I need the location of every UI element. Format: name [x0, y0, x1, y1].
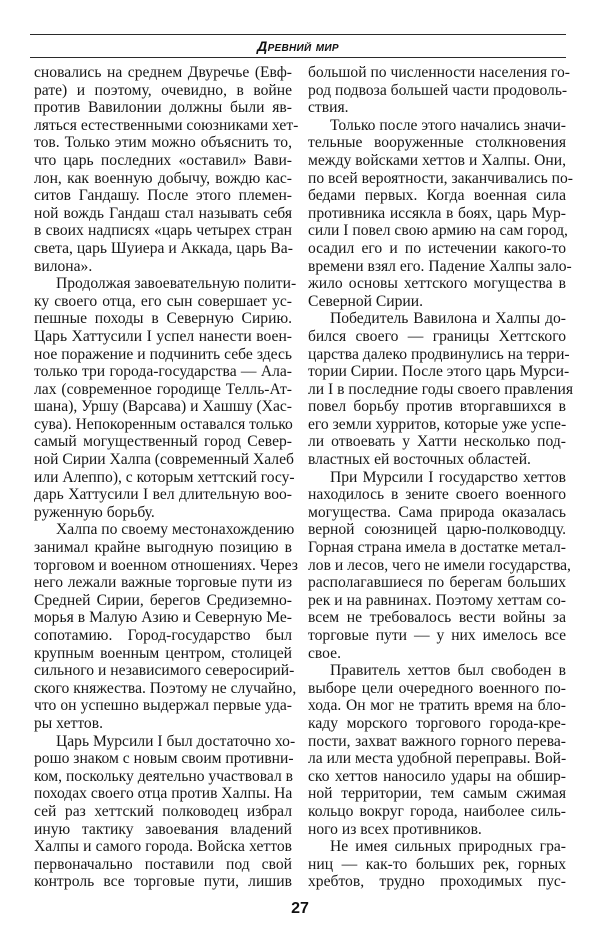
text-line: большой по численности населения го- — [308, 64, 570, 81]
text-line: Северной Сирии. — [308, 292, 424, 310]
text-line: Не имея сильных природных гра- — [330, 838, 566, 856]
text-line: Царь Мурсили I был достаточно хо- — [56, 732, 296, 750]
text-line: рек и на равнинах. Поэтому хеттам со- — [308, 591, 566, 609]
text-line: ситов Гандашу. После этого племен- — [34, 187, 292, 205]
text-line: ку своего отца, его сын совершает ус- — [34, 292, 292, 310]
text-line: Халпы и самого города. Войска хеттов — [34, 838, 292, 856]
text-line: в своих надписях «царь четырех стран — [34, 222, 292, 240]
running-head-title: Древний мир — [257, 38, 339, 54]
text-line: пешные походы в Северную Сирию. — [34, 310, 292, 328]
text-line: При Мурсили I государство хеттов — [330, 468, 566, 486]
text-line: шана), Уршу (Варсава) и Хашшу (Хас- — [34, 398, 292, 416]
text-line: первоначально поставили под свой — [34, 855, 292, 873]
text-line: ной вождь Гандаш стал называть себя — [34, 204, 292, 222]
text-line: времени взял его. Падение Халпы зало- — [308, 257, 572, 275]
text-line: тельные вооруженные столкновения — [308, 134, 566, 152]
text-line: лов и лесов, чего не имели государства, — [308, 556, 571, 574]
text-line: лон, как военную добычу, вождю кас- — [34, 169, 292, 187]
text-line: всем не требовалось вести войны за — [308, 609, 566, 627]
text-line: царства далеко продвинулись на терри- — [308, 345, 570, 363]
text-line: света, царь Шуиера и Аккада, царь Ва- — [34, 239, 293, 257]
text-line: властных ей восточных областей. — [308, 451, 531, 469]
text-line: Средней Сирии, берегов Средиземно- — [34, 591, 292, 609]
text-line: тории Сирии. После этого царь Мурси- — [308, 363, 570, 381]
text-line: ной территории, тем самым сжимая — [308, 785, 566, 803]
text-line: Царь Хаттусили I успел нанести воен- — [34, 327, 292, 345]
text-line: противника иссякла в боях, царь Мур- — [308, 204, 566, 222]
text-line: Горная страна имела в достатке метал- — [308, 539, 566, 557]
text-line: тов. Только этим можно объяснить то, — [34, 134, 292, 152]
text-line: ного из всех противников. — [308, 820, 482, 838]
text-line: могущества. Сама природа оказалась — [308, 503, 566, 521]
text-line: бедами первых. Когда военная сила — [308, 187, 566, 205]
text-line: свое. — [308, 644, 341, 662]
text-line: располагавшиеся по берегам больших — [308, 574, 566, 592]
header-rule-bottom — [30, 57, 566, 58]
text-line: сей раз хеттский полководец избрал — [34, 802, 292, 820]
text-line: ли I в последние годы своего правления — [308, 380, 574, 398]
text-line: торговом и военном отношениях. Через — [34, 556, 298, 574]
text-line: ли отвоевать у Хатти несколько под- — [308, 433, 566, 451]
text-line: сильного и независимого северосирий- — [34, 662, 295, 680]
text-line: пости, захват важного горного перева- — [308, 732, 566, 750]
text-line: ского княжества. Поэтому не случайно, — [34, 679, 297, 697]
text-line: сили I повел свою армию на сам город, — [308, 222, 568, 240]
text-line: против Вавилонии должны были яв- — [34, 99, 292, 117]
text-line: что царь последних «оставил» Вави- — [34, 151, 292, 169]
text-line: кольцо вокруг города, наиболее силь- — [308, 802, 566, 820]
text-line: осадил его и по истечении какого-то — [308, 239, 566, 257]
text-line: самый могущественный город Север- — [34, 433, 292, 451]
text-line: Правитель хеттов был свободен в — [330, 662, 566, 680]
text-column-right — [308, 64, 574, 891]
text-line: ско хеттов наносило удары на обшир- — [308, 767, 566, 785]
text-line: Победитель Вавилона и Халпы до- — [330, 310, 566, 328]
text-line: лах (современное городище Телль-Ат- — [34, 380, 292, 398]
text-line: иную тактику завоевания владений — [34, 820, 292, 838]
text-line: хребтов, трудно проходимых пус- — [308, 873, 566, 891]
text-line: Халпа по своему местонахождению — [56, 521, 295, 539]
text-line: каду морского торгового города-кре- — [308, 714, 566, 732]
text-line: дарь Хаттусили I вел длительную воо- — [34, 486, 292, 504]
text-line: занимал крайне выгодную позицию в — [34, 539, 292, 557]
text-line: ла или места удобной переправы. Вой- — [308, 750, 567, 768]
text-line: ры хеттов. — [34, 714, 103, 732]
text-line: морья в Малую Азию и Северную Ме- — [34, 609, 292, 627]
text-line: ствия. — [308, 99, 349, 117]
text-line: повел борьбу против вторгавшихся в — [308, 398, 566, 416]
text-line: вилона». — [34, 257, 93, 275]
text-line: сопотамию. Город-государство был — [34, 627, 292, 644]
text-line: между войсками хеттов и Халпы. Они, — [308, 151, 566, 169]
text-line: ное поражение и подчинить себе здесь — [34, 345, 292, 363]
text-line: находилось в зените своего военного — [308, 486, 566, 504]
text-line: Только после этого начались значи- — [330, 116, 566, 134]
text-line: хода. Он мог не тратить время на бло- — [308, 697, 566, 715]
text-column-left — [34, 64, 299, 891]
text-line: рате) и поэтому, очевидно, в войне — [34, 81, 292, 99]
text-line: ком, поскольку деятельно участвовал в — [34, 767, 294, 785]
header-rule-top — [30, 34, 566, 35]
text-line: бился своего — границы Хеттского — [308, 327, 566, 345]
text-line: только три города-государства — Ала- — [34, 363, 292, 381]
text-line: ниц — как-то больших рек, горных — [308, 855, 566, 873]
text-line: верной союзницей царю-полководцу. — [308, 521, 566, 539]
text-line: сновались на среднем Двуречье (Евф- — [34, 64, 292, 81]
text-line: него лежали важные торговые пути из — [34, 574, 292, 592]
text-line: жило основы хеттского могущества в — [308, 275, 566, 293]
text-line: крупным военным центром, столицей — [34, 644, 292, 662]
text-line: ной Сирии Халпа (современный Халеб — [34, 451, 294, 469]
text-line: что он успешно выдержал первые уда- — [34, 697, 292, 715]
text-line: руженную борьбу. — [34, 503, 155, 521]
text-line: по всей вероятности, заканчивались по- — [308, 169, 573, 187]
text-line: контроль все торговые пути, лишив — [34, 873, 292, 891]
text-line: род подвоза большей части продоволь- — [308, 81, 568, 99]
text-line: выборе цели очередного военного по- — [308, 679, 566, 697]
text-line: походах своего отца против Халпы. На — [34, 785, 293, 803]
text-line: Продолжая завоевательную полити- — [56, 275, 297, 293]
text-line: сува). Непокоренным оставался только — [34, 415, 293, 433]
text-line: торговые пути — у них имелось все — [308, 627, 566, 644]
text-line: рошо знаком с новым своим противни- — [34, 750, 294, 768]
page-number: 27 — [291, 900, 309, 917]
text-line: или Алеппо), с которым хеттский госу- — [34, 468, 295, 486]
text-line: его земли хурритов, которые уже успе- — [308, 415, 567, 433]
text-line: ляться естественными союзниками хет- — [34, 116, 299, 134]
